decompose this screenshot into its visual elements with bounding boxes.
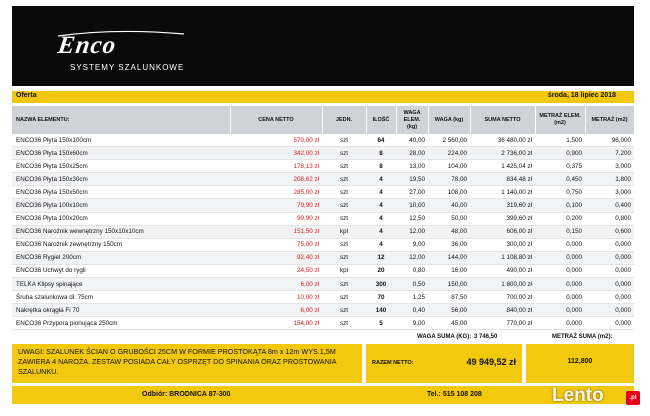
- row-unit: kpl: [322, 264, 366, 277]
- row-area-elem: 0,000: [535, 317, 585, 330]
- brand-subtitle: SYSTEMY SZALUNKOWE: [70, 63, 185, 72]
- row-area: 0,000: [585, 304, 634, 317]
- row-unit: szt: [322, 199, 366, 212]
- row-unit: szt: [322, 147, 366, 160]
- row-weight-elem: 27,00: [396, 186, 428, 199]
- pickup-location: Odbiór: BRODNICA 87-300: [142, 391, 231, 398]
- row-unit: szt: [322, 173, 366, 186]
- row-qty: 5: [366, 317, 396, 330]
- row-area-elem: 1,500: [535, 134, 585, 147]
- row-area-elem: 0,000: [535, 238, 585, 251]
- table-row: [12, 304, 634, 317]
- table-row: [12, 291, 634, 304]
- row-area-elem: 0,375: [535, 160, 585, 173]
- col-unit-header: JEDN.: [322, 106, 366, 134]
- row-price: 92,40 zł: [230, 251, 322, 264]
- row-qty: 4: [366, 199, 396, 212]
- row-area-elem: 0,000: [535, 251, 585, 264]
- row-area: 7,200: [585, 147, 634, 160]
- row-unit: szt: [322, 186, 366, 199]
- offer-table: [12, 106, 635, 330]
- row-weight: 40,00: [428, 199, 470, 212]
- row-price: 79,90 zł: [230, 199, 322, 212]
- offer-title: Oferta: [16, 92, 37, 99]
- row-sum: 319,60 zł: [470, 199, 535, 212]
- table-row: [12, 147, 634, 160]
- row-weight: 56,00: [428, 304, 470, 317]
- row-unit: szt: [322, 134, 366, 147]
- row-weight-elem: 19,50: [396, 173, 428, 186]
- table-row: [12, 134, 634, 147]
- row-area-elem: 0,900: [535, 147, 585, 160]
- row-qty: 4: [366, 212, 396, 225]
- weight-sum-label: WAGA SUMA (KG):: [417, 334, 472, 340]
- row-weight-elem: 9,00: [396, 238, 428, 251]
- watermark-suffix: .pl: [626, 391, 640, 405]
- row-area-elem: 0,450: [535, 173, 585, 186]
- row-name: ENCO36 Płyta 150x100cm: [12, 134, 230, 147]
- row-name: ENCO36 Rygiel 200cm: [12, 251, 230, 264]
- row-qty: 8: [366, 147, 396, 160]
- row-area-elem: 0,000: [535, 264, 585, 277]
- row-weight-elem: 12,00: [396, 225, 428, 238]
- col-weight-elem-header: WAGA ELEM. (kg): [396, 106, 428, 134]
- table-row: [12, 199, 634, 212]
- brand-logo: Enco: [56, 32, 119, 59]
- row-area: 1,800: [585, 173, 634, 186]
- row-area-elem: 0,150: [535, 225, 585, 238]
- watermark-text: Lento: [552, 385, 604, 406]
- row-qty: 64: [366, 134, 396, 147]
- row-name: ENCO36 Przypora pionująca 250cm: [12, 317, 230, 330]
- remarks-box: [12, 344, 362, 383]
- row-sum: 840,00 zł: [470, 304, 535, 317]
- offer-bar: [12, 91, 634, 103]
- row-unit: szt: [322, 251, 366, 264]
- contact-phone: Tel.: 515 108 208: [427, 391, 482, 398]
- row-weight: 2 560,00: [428, 134, 470, 147]
- row-sum: 700,00 zł: [470, 291, 535, 304]
- row-weight: 78,00: [428, 173, 470, 186]
- row-qty: 20: [366, 264, 396, 277]
- row-qty: 140: [366, 304, 396, 317]
- row-weight: 150,00: [428, 278, 470, 291]
- row-area: 0,000: [585, 278, 634, 291]
- row-area-elem: 0,200: [535, 212, 585, 225]
- row-sum: 606,00 zł: [470, 225, 535, 238]
- row-weight-elem: 0,40: [396, 304, 428, 317]
- col-sum-header: SUMA NETTO: [470, 106, 535, 134]
- area-sum-label: METRAŻ SUMA (m2):: [552, 334, 613, 340]
- row-weight: 45,00: [428, 317, 470, 330]
- row-name: ENCO36 Płyta 150x50cm: [12, 186, 230, 199]
- row-weight: 16,00: [428, 264, 470, 277]
- row-weight: 224,00: [428, 147, 470, 160]
- row-area: 0,000: [585, 317, 634, 330]
- row-qty: 4: [366, 238, 396, 251]
- row-area-elem: 0,000: [535, 278, 585, 291]
- row-qty: 300: [366, 278, 396, 291]
- row-unit: szt: [322, 238, 366, 251]
- row-qty: 4: [366, 173, 396, 186]
- row-unit: szt: [322, 291, 366, 304]
- row-price: 99,90 zł: [230, 212, 322, 225]
- row-name: ENCO36 Płyta 100x20cm: [12, 212, 230, 225]
- offer-date: środa, 18 lipiec 2018: [547, 92, 616, 99]
- row-name: Nakrętka okrągła Fi 70: [12, 304, 230, 317]
- row-price: 285,00 zł: [230, 186, 322, 199]
- col-area-elem-header: METRAŻ ELEM. (m2): [535, 106, 585, 134]
- row-unit: szt: [322, 278, 366, 291]
- remarks-text: UWAGI: SZALUNEK ŚCIAN O GRUBOŚCI 25CM W FORMIE PROSTOKĄTA 8m x 12m WYS.1,5M ZAWIERA 4 NAROŻA. ZESTAW POSIADA CAŁY OSPRZĘT DO SPINANIA ORAZ PROSTOWANIA SZALUNKU.: [18, 347, 337, 376]
- net-total-box: [366, 344, 522, 383]
- row-weight: 108,00: [428, 186, 470, 199]
- table-row: [12, 278, 634, 291]
- row-price: 6,00 zł: [230, 278, 322, 291]
- row-area-elem: 0,100: [535, 199, 585, 212]
- row-area: 3,000: [585, 160, 634, 173]
- row-area: 0,600: [585, 225, 634, 238]
- row-sum: 770,00 zł: [470, 317, 535, 330]
- col-price-header: CENA NETTO: [230, 106, 322, 134]
- area-total-box: [526, 344, 634, 383]
- col-area-header: METRAŻ (m2): [585, 106, 634, 134]
- row-weight-elem: 13,00: [396, 160, 428, 173]
- row-weight-elem: 0,80: [396, 264, 428, 277]
- row-area: 96,000: [585, 134, 634, 147]
- row-weight-elem: 12,50: [396, 212, 428, 225]
- col-weight-header: WAGA (kg): [428, 106, 470, 134]
- row-unit: szt: [322, 212, 366, 225]
- col-qty-header: ILOŚĆ: [366, 106, 396, 134]
- row-area: 0,000: [585, 264, 634, 277]
- row-name: ENCO36 Narożnik zewnętrzny 150cm: [12, 238, 230, 251]
- row-price: 154,00 zł: [230, 317, 322, 330]
- row-price: 342,00 zł: [230, 147, 322, 160]
- weight-sum-value: 3 746,50: [474, 334, 498, 340]
- row-sum: 2 736,00 zł: [470, 147, 535, 160]
- row-sum: 1 140,00 zł: [470, 186, 535, 199]
- footer-bar: [12, 386, 634, 404]
- table-row: [12, 251, 634, 264]
- row-weight: 87,50: [428, 291, 470, 304]
- row-name: TELKA Klipsy spinające: [12, 278, 230, 291]
- row-weight-elem: 9,00: [396, 317, 428, 330]
- row-name: Śruba szalunkowa dł. 75cm: [12, 291, 230, 304]
- row-qty: 70: [366, 291, 396, 304]
- row-name: ENCO36 Płyta 150x30cm: [12, 173, 230, 186]
- row-qty: 4: [366, 225, 396, 238]
- watermark: [548, 382, 642, 412]
- table-row: [12, 212, 634, 225]
- row-unit: kpl: [322, 225, 366, 238]
- row-price: 24,50 zł: [230, 264, 322, 277]
- row-area: 0,000: [585, 291, 634, 304]
- row-sum: 300,00 zł: [470, 238, 535, 251]
- row-price: 570,00 zł: [230, 134, 322, 147]
- table-row: [12, 225, 634, 238]
- row-price: 178,13 zł: [230, 160, 322, 173]
- col-name-header: NAZWA ELEMENTU:: [12, 106, 230, 134]
- row-sum: 1 425,04 zł: [470, 160, 535, 173]
- table-row: [12, 186, 634, 199]
- row-area: 3,000: [585, 186, 634, 199]
- row-unit: szt: [322, 317, 366, 330]
- row-sum: 1 108,80 zł: [470, 251, 535, 264]
- table-row: [12, 264, 634, 277]
- row-weight: 50,00: [428, 212, 470, 225]
- row-area-elem: 0,000: [535, 304, 585, 317]
- row-weight: 104,00: [428, 160, 470, 173]
- row-weight: 144,00: [428, 251, 470, 264]
- row-sum: 834,48 zł: [470, 173, 535, 186]
- row-weight-elem: 28,00: [396, 147, 428, 160]
- table-row: [12, 160, 634, 173]
- row-weight-elem: 0,50: [396, 278, 428, 291]
- row-qty: 8: [366, 160, 396, 173]
- row-weight: 36,00: [428, 238, 470, 251]
- table-row: [12, 238, 634, 251]
- row-name: ENCO36 Uchwyt do rygli: [12, 264, 230, 277]
- row-sum: 36 480,00 zł: [470, 134, 535, 147]
- table-row: [12, 173, 634, 186]
- row-weight-elem: 12,00: [396, 251, 428, 264]
- row-name: ENCO36 Płyta 100x10cm: [12, 199, 230, 212]
- row-sum: 399,60 zł: [470, 212, 535, 225]
- row-unit: szt: [322, 304, 366, 317]
- row-price: 75,00 zł: [230, 238, 322, 251]
- row-area: 0,400: [585, 199, 634, 212]
- area-sum-value: 112,800: [567, 358, 593, 365]
- net-total-label: RAZEM NETTO:: [372, 360, 414, 366]
- row-weight-elem: 10,00: [396, 199, 428, 212]
- row-sum: 490,00 zł: [470, 264, 535, 277]
- table-header-row: [12, 106, 634, 134]
- row-price: 10,00 zł: [230, 291, 322, 304]
- row-area: 0,800: [585, 212, 634, 225]
- row-area-elem: 0,750: [535, 186, 585, 199]
- row-weight-elem: 1,25: [396, 291, 428, 304]
- row-area: 0,000: [585, 251, 634, 264]
- net-total-value: 49 949,52 zł: [466, 357, 516, 367]
- table-row: [12, 317, 634, 330]
- row-price: 151,50 zł: [230, 225, 322, 238]
- row-name: ENCO36 Płyta 150x60cm: [12, 147, 230, 160]
- row-price: 6,00 zł: [230, 304, 322, 317]
- row-weight: 48,00: [428, 225, 470, 238]
- summary-row: [12, 333, 634, 343]
- row-weight-elem: 40,00: [396, 134, 428, 147]
- row-unit: szt: [322, 160, 366, 173]
- row-area-elem: 0,000: [535, 291, 585, 304]
- row-qty: 12: [366, 251, 396, 264]
- row-name: ENCO36 Płyta 150x25cm: [12, 160, 230, 173]
- row-qty: 4: [366, 186, 396, 199]
- row-name: ENCO36 Narożnik wewnętrzny 150x10x10cm: [12, 225, 230, 238]
- row-sum: 1 800,00 zł: [470, 278, 535, 291]
- row-area: 0,000: [585, 238, 634, 251]
- row-price: 208,62 zł: [230, 173, 322, 186]
- brand-header: [12, 6, 634, 86]
